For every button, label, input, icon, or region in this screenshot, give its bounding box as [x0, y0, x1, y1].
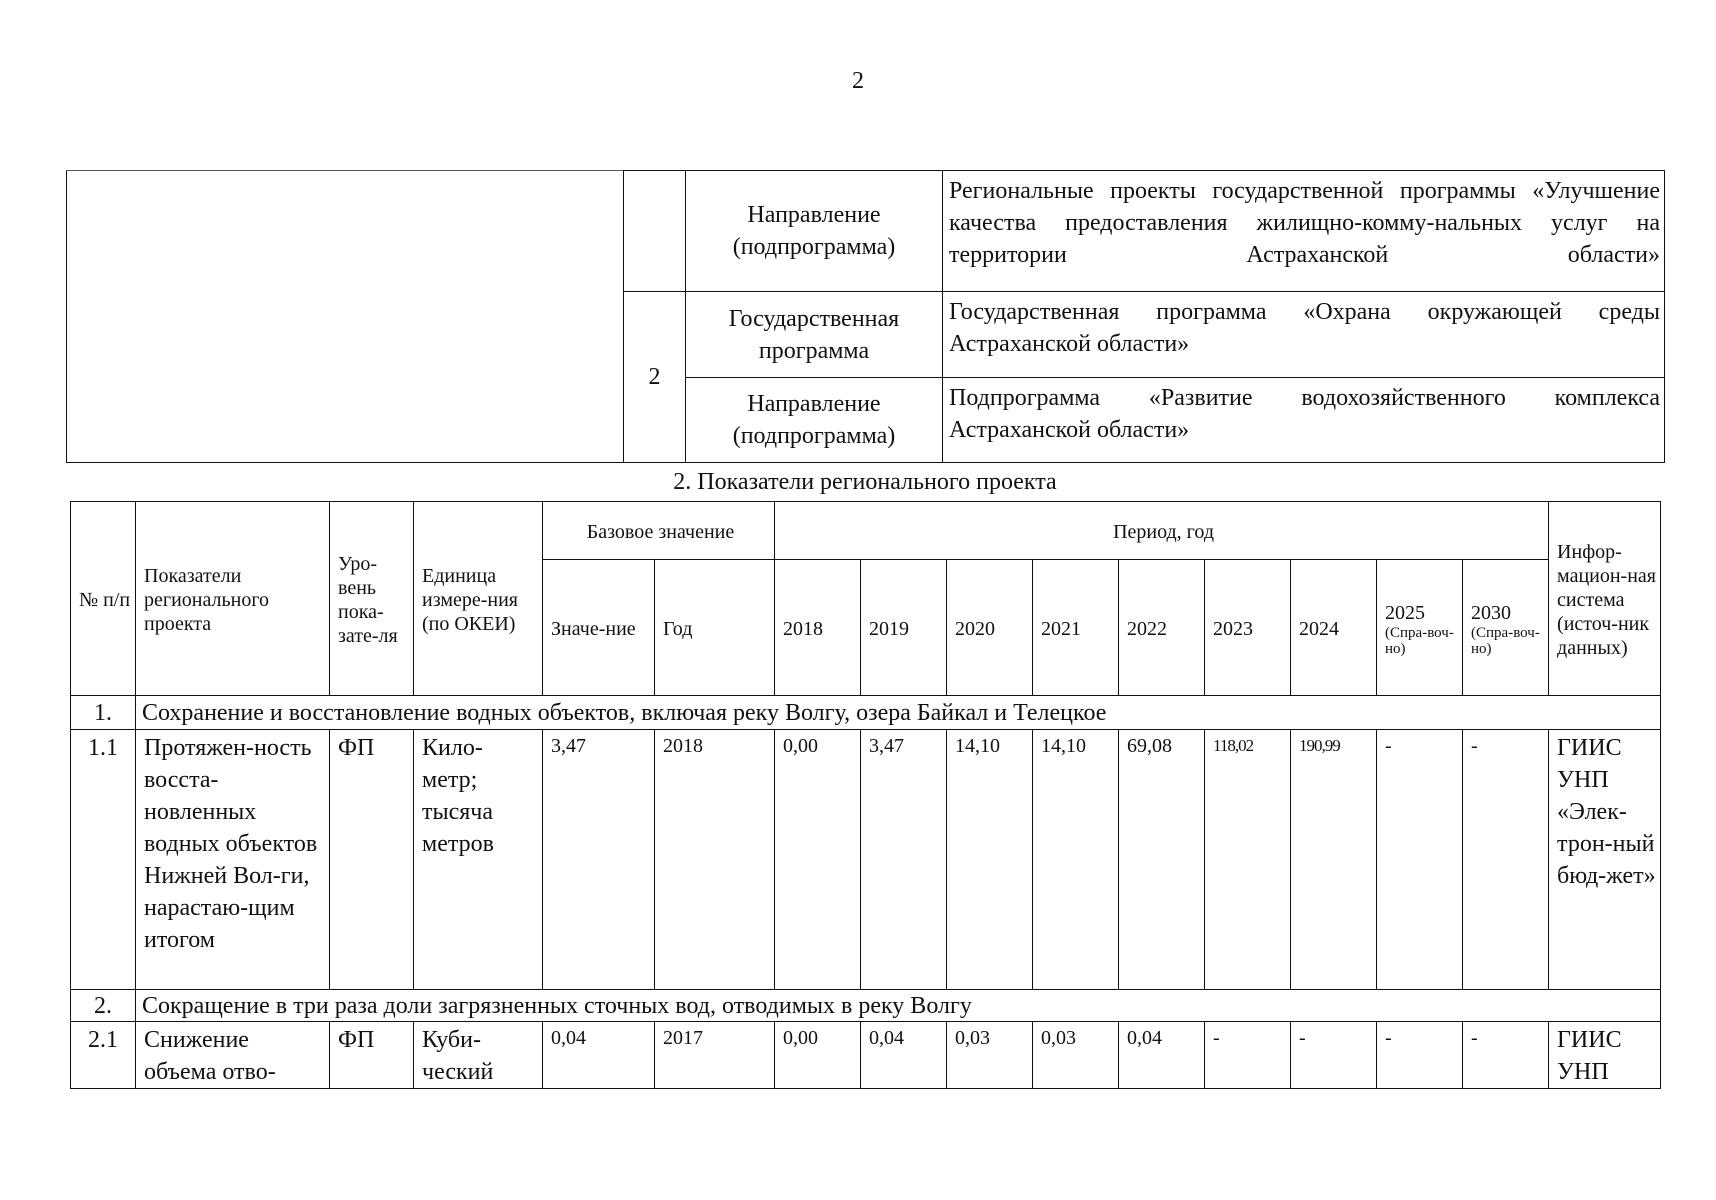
- info-system: ГИИС УНП «Элек-трон-ный бюд-жет»: [1549, 730, 1661, 990]
- info-system: ГИИС УНП: [1549, 1022, 1661, 1089]
- header-year: 2024: [1291, 560, 1377, 696]
- indicator-unit: Куби-ческий: [414, 1022, 543, 1089]
- year-2030-note: (Спра-воч-но): [1471, 624, 1540, 657]
- base-year: 2017: [655, 1022, 775, 1089]
- base-year: 2018: [655, 730, 775, 990]
- indicator-unit: Кило-метр; тысяча метров: [414, 730, 543, 990]
- indicator-name: Снижение объема отво-: [136, 1022, 330, 1089]
- indicator-name: Протяжен-ность восста-новленных водных объектов Нижней Вол-ги, нарастаю-щим итогом: [136, 730, 330, 990]
- year-value: 0,04: [1119, 1022, 1205, 1089]
- empty-number-cell: [624, 171, 686, 292]
- year-value: 0,00: [775, 1022, 861, 1089]
- header-period: Период, год: [775, 502, 1549, 560]
- section-num: 1.: [71, 696, 136, 730]
- blank-cell: [67, 171, 624, 463]
- year-value: 69,08: [1119, 730, 1205, 990]
- header-year: 2023: [1205, 560, 1291, 696]
- subprogram-value: Подпрограмма «Развитие водохозяйственного комплекса Астраханской области»: [943, 378, 1665, 463]
- row-num: 2.1: [71, 1022, 136, 1089]
- year-value: -: [1291, 1022, 1377, 1089]
- year-value: 190,99: [1291, 730, 1377, 990]
- year-value: 0,04: [861, 1022, 947, 1089]
- state-program-value: Государственная программа «Охрана окружающей среды Астраханской области»: [943, 292, 1665, 378]
- year-2030: 2030: [1471, 601, 1512, 624]
- header-base: Базовое значение: [543, 502, 775, 560]
- direction-value: Региональные проекты государственной программы «Улучшение качества предоставления жилищно-комму-нальных услуг на территории Астраханской области»: [943, 171, 1665, 292]
- base-value: 3,47: [543, 730, 655, 990]
- year-value: 3,47: [861, 730, 947, 990]
- header-info: Инфор-мацион-ная система (источ-ник данных): [1549, 502, 1661, 696]
- indicator-level: ФП: [330, 1022, 414, 1089]
- year-value: -: [1463, 1022, 1549, 1089]
- header-year: 2020: [947, 560, 1033, 696]
- year-value: 14,10: [1033, 730, 1119, 990]
- subprogram-label: Направление (подпрограмма): [686, 378, 943, 463]
- base-value: 0,04: [543, 1022, 655, 1089]
- year-value: 0,03: [947, 1022, 1033, 1089]
- year-value: 118,02: [1205, 730, 1291, 990]
- header-year-2030: [1463, 560, 1549, 696]
- header-base-value: Значе-ние: [543, 560, 655, 696]
- section-heading: Сокращение в три раза доли загрязненных сточных вод, отводимых в реку Волгу: [136, 990, 1661, 1022]
- header-year: 2018: [775, 560, 861, 696]
- header-indicator: Показатели регионального проекта: [136, 502, 330, 696]
- year-value: -: [1377, 730, 1463, 990]
- indicator-level: ФП: [330, 730, 414, 990]
- project-info-table: [66, 170, 1665, 463]
- group-number: 2: [624, 292, 686, 463]
- year-value: -: [1205, 1022, 1291, 1089]
- year-value: 0,03: [1033, 1022, 1119, 1089]
- year-value: 0,00: [775, 730, 861, 990]
- page-number: 2: [852, 68, 864, 94]
- header-level: Уро-вень пока-зате-ля: [330, 502, 414, 696]
- state-program-label: Государственная программа: [686, 292, 943, 378]
- direction-label: Направление (подпрограмма): [686, 171, 943, 292]
- indicators-table: [70, 501, 1661, 1089]
- section-num: 2.: [71, 990, 136, 1022]
- row-num: 1.1: [71, 730, 136, 990]
- year-2025: 2025: [1385, 601, 1426, 624]
- section-heading: Сохранение и восстановление водных объектов, включая реку Волгу, озера Байкал и Телецкое: [136, 696, 1661, 730]
- header-year: 2019: [861, 560, 947, 696]
- header-unit: Единица измере-ния (по ОКЕИ): [414, 502, 543, 696]
- header-year-2025: [1377, 560, 1463, 696]
- year-2025-note: (Спра-воч-но): [1385, 624, 1454, 657]
- section-title: 2. Показатели регионального проекта: [673, 469, 1057, 495]
- year-value: -: [1377, 1022, 1463, 1089]
- year-value: 14,10: [947, 730, 1033, 990]
- header-year: 2021: [1033, 560, 1119, 696]
- header-year: 2022: [1119, 560, 1205, 696]
- header-base-year: Год: [655, 560, 775, 696]
- year-value: -: [1463, 730, 1549, 990]
- header-num: № п/п: [71, 502, 136, 696]
